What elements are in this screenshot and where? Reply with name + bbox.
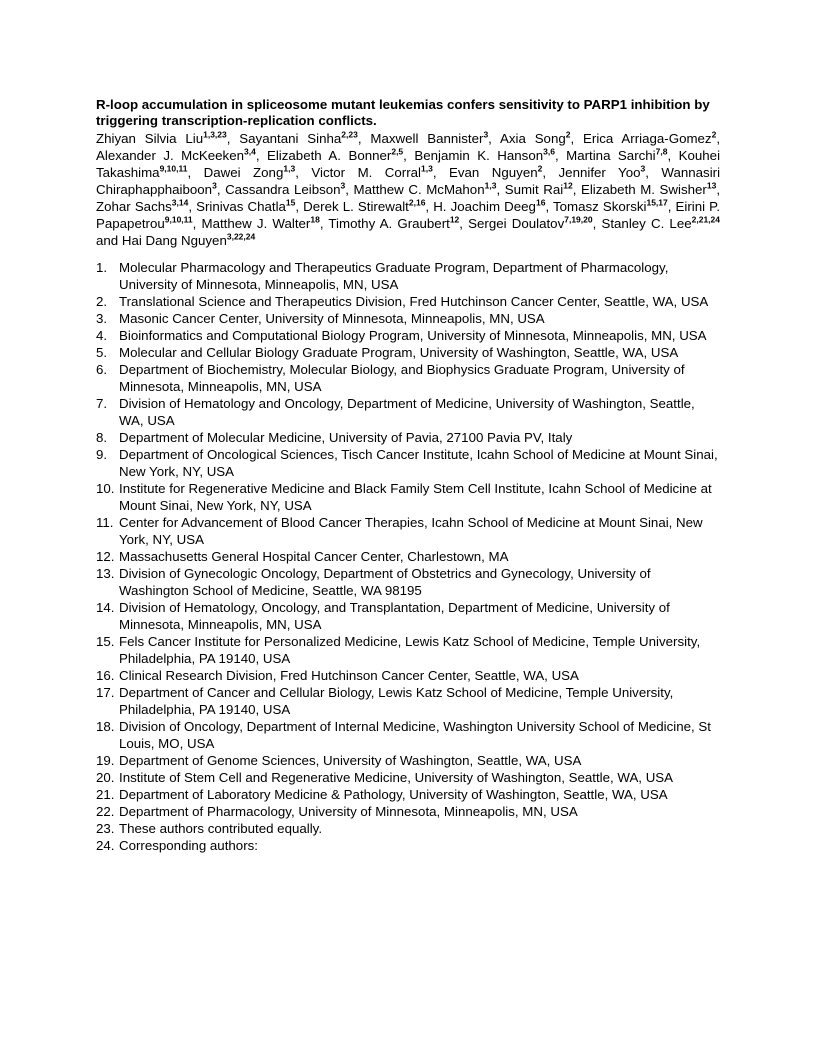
author-name: Cassandra Leibson [225, 181, 341, 197]
author-name: Evan Nguyen [449, 164, 538, 180]
author-name: Srinivas Chatla [196, 198, 286, 214]
affiliation-number: 5. [96, 344, 108, 360]
affiliation-number: 1. [96, 259, 108, 275]
affiliation-item [96, 820, 720, 837]
author-affiliation-marker: 1,3 [283, 163, 296, 174]
affiliation-text: Clinical Research Division, Fred Hutchinson Cancer Center, Seattle, WA, USA [119, 667, 579, 683]
affiliation-item [96, 599, 720, 633]
affiliation-text: Fels Cancer Institute for Personalized Medicine, Lewis Katz School of Medicine, Temple University, Philadelphia, PA 19140, USA [119, 633, 701, 666]
author-affiliation-marker: 3 [640, 163, 646, 174]
author-affiliation-marker: 2 [565, 129, 571, 140]
affiliation-text: Department of Oncological Sciences, Tisch Cancer Institute, Icahn School of Medicine at Mount Sinai, New York, NY, USA [119, 446, 718, 479]
author-affiliation-marker: 2,16 [408, 197, 426, 208]
author-affiliation-marker: 18 [310, 214, 320, 225]
affiliation-text: Department of Genome Sciences, University of Washington, Seattle, WA, USA [119, 752, 582, 768]
affiliation-text: Molecular and Cellular Biology Graduate Program, University of Washington, Seattle, WA, USA [119, 344, 679, 360]
affiliation-number: 22. [96, 803, 115, 819]
author-name: Erica Arriaga-Gomez [583, 130, 712, 146]
affiliation-item [96, 769, 720, 786]
author-name: Martina Sarchi [566, 147, 656, 163]
affiliation-item [96, 344, 720, 361]
author-name: Sayantani Sinha [239, 130, 342, 146]
affiliation-number: 17. [96, 684, 115, 700]
affiliation-text: Department of Biochemistry, Molecular Biology, and Biophysics Graduate Program, University of Minnesota, Minneapolis, MN, USA [119, 361, 685, 394]
affiliation-item [96, 548, 720, 565]
author-affiliation-marker: 12 [563, 180, 573, 191]
paper-title: R-loop accumulation in spliceosome mutant leukemias confers sensitivity to PARP1 inhibition by triggering transcription-replication conflicts. [96, 97, 710, 129]
affiliation-text: Division of Oncology, Department of Internal Medicine, Washington University School of Medicine, St Louis, MO, USA [119, 718, 711, 751]
affiliation-number: 24. [96, 837, 115, 853]
affiliation-number: 21. [96, 786, 115, 802]
affiliation-text: Center for Advancement of Blood Cancer Therapies, Icahn School of Medicine at Mount Sinai, New York, NY, USA [119, 514, 703, 547]
author-name: Axia Song [499, 130, 566, 146]
author-affiliation-marker: 2,21,24 [691, 214, 720, 225]
affiliation-text: Department of Pharmacology, University of Minnesota, Minneapolis, MN, USA [119, 803, 578, 819]
author-affiliation-marker: 1,3 [484, 180, 497, 191]
author-affiliation-marker: 7,8 [655, 146, 668, 157]
affiliation-item [96, 803, 720, 820]
author-name: Eirini P. Papapetrou [96, 198, 721, 231]
author-affiliation-marker: 2,23 [341, 129, 358, 140]
author-name: Sergei Doulatov [468, 215, 565, 231]
affiliation-item [96, 293, 720, 310]
author-affiliation-marker: 7,19,20 [564, 214, 593, 225]
author-name: Wannasiri Chiraphapphaiboon [96, 164, 721, 197]
author-affiliation-marker: 1,3,23 [203, 129, 227, 140]
affiliation-text: Corresponding authors: [119, 837, 258, 853]
author-affiliation-marker: 3 [340, 180, 346, 191]
affiliation-item [96, 310, 720, 327]
affiliation-item [96, 259, 720, 293]
author-affiliation-marker: 15,17 [646, 197, 668, 208]
author-affiliation-marker: 13 [706, 180, 717, 191]
author-name: Derek L. Stirewalt [303, 198, 409, 214]
author-name: Elizabeth A. Bonner [266, 147, 392, 163]
author-affiliation-marker: 9,10,11 [159, 163, 188, 174]
author-name: Matthew J. Walter [201, 215, 311, 231]
affiliation-item [96, 327, 720, 344]
author-name: Dawei Zong [203, 164, 284, 180]
author-affiliation-marker: 3,6 [543, 146, 555, 157]
affiliation-text: Institute of Stem Cell and Regenerative Medicine, University of Washington, Seattle, WA, USA [119, 769, 674, 785]
affiliation-text: Division of Gynecologic Oncology, Department of Obstetrics and Gynecology, University of Washington School of Medicine, Seattle, WA 98195 [119, 565, 651, 598]
affiliation-item [96, 684, 720, 718]
affiliation-item [96, 565, 720, 599]
affiliation-text: Institute for Regenerative Medicine and Black Family Stem Cell Institute, Icahn School of Medicine at Mount Sinai, New York, NY, USA [119, 480, 712, 513]
author-affiliation-marker: 12 [449, 214, 460, 225]
affiliation-item [96, 429, 720, 446]
affiliation-number: 14. [96, 599, 115, 615]
author-name: Maxwell Bannister [370, 130, 484, 146]
affiliation-text: Department of Laboratory Medicine & Pathology, University of Washington, Seattle, WA, USA [119, 786, 668, 802]
author-name: Kouhei Takashima [96, 147, 721, 180]
affiliation-item [96, 395, 720, 429]
author-affiliation-marker: 3,14 [171, 197, 189, 208]
affiliation-number: 12. [96, 548, 115, 564]
affiliation-item [96, 667, 720, 684]
author-name: Hai Dang Nguyen [121, 232, 227, 248]
affiliation-number: 13. [96, 565, 115, 581]
affiliation-number: 19. [96, 752, 115, 768]
author-name: Sumit Rai [504, 181, 564, 197]
author-affiliation-marker: 15 [285, 197, 296, 208]
affiliation-list [96, 259, 720, 854]
affiliation-text: Division of Hematology and Oncology, Department of Medicine, University of Washington, Seattle, WA, USA [119, 395, 695, 428]
author-affiliation-marker: 3,22,24 [226, 231, 256, 242]
affiliation-number: 23. [96, 820, 115, 836]
affiliation-text: These authors contributed equally. [119, 820, 323, 836]
author-name: Tomasz Skorski [552, 198, 647, 214]
author-affiliation-marker: 2,5 [391, 146, 404, 157]
author-name: Zohar Sachs [96, 198, 172, 214]
affiliation-text: Massachusetts General Hospital Cancer Center, Charlestown, MA [119, 548, 509, 564]
author-name: Alexander J. McKeeken [96, 147, 244, 163]
author-name: Victor M. Corral [311, 164, 422, 180]
author-name: Zhiyan Silvia Liu [96, 130, 204, 146]
affiliation-number: 8. [96, 429, 108, 445]
affiliation-item [96, 837, 720, 854]
author-name: Matthew C. McMahon [353, 181, 485, 197]
affiliation-item [96, 633, 720, 667]
author-affiliation-marker: 3 [483, 129, 489, 140]
affiliation-item [96, 361, 720, 395]
affiliation-text: Bioinformatics and Computational Biology Program, University of Minnesota, Minneapolis, MN, USA [119, 327, 707, 343]
author-affiliation-marker: 3,4 [243, 146, 256, 157]
author-name: H. Joachim Deeg [433, 198, 536, 214]
affiliation-number: 15. [96, 633, 115, 649]
affiliation-item [96, 446, 720, 480]
affiliation-item [96, 786, 720, 803]
affiliation-number: 2. [96, 293, 108, 309]
affiliation-text: Molecular Pharmacology and Therapeutics Graduate Program, Department of Pharmacology, University of Minnesota, Minneapolis, MN, USA [119, 259, 669, 292]
author-affiliation-marker: 16 [535, 197, 546, 208]
affiliation-text: Department of Molecular Medicine, University of Pavia, 27100 Pavia PV, Italy [119, 429, 573, 445]
affiliation-number: 3. [96, 310, 108, 326]
paper-front-matter [96, 97, 720, 854]
author-affiliation-marker: 2 [537, 163, 543, 174]
affiliation-item [96, 480, 720, 514]
affiliation-text: Translational Science and Therapeutics Division, Fred Hutchinson Cancer Center, Seattle, WA, USA [119, 293, 709, 309]
author-affiliation-marker: 2 [711, 129, 717, 140]
affiliation-number: 7. [96, 395, 108, 411]
affiliation-number: 18. [96, 718, 115, 734]
author-affiliation-marker: 1,3 [421, 163, 433, 174]
affiliation-item [96, 514, 720, 548]
affiliation-number: 4. [96, 327, 108, 343]
author-affiliation-marker: 3 [212, 180, 217, 191]
author-list: Zhiyan Silvia Liu$^{1,3,23}$, Sayantani Sinha$^{2,23}$, Maxwell Bannister$^3$, Axia Song$^2$, Erica Arriaga-Gomez$^2$, Alexander J. McKeeken$^{3,4}$, Elizabeth A. Bonner$^{2,5}$, Benjamin K. Hanson$^{3,6}$, Martina Sarchi$^{7,8}$, Kouhei Takashima$^{9,10,11}$, Dawei Zong$^{1,3}$, Victor M. Corral$^{1,3}$, Evan Nguyen$^2$, Jennifer Yoo$^3$, Wannasiri Chiraphapphaiboon$^3$, Cassandra Leibson$^3$, Matthew C. McMahon$^{1,3}$, Sumit Rai$^{12}$, Elizabeth M. Swisher$^{13}$, Zohar Sachs$^{3,14}$, Srinivas Chatla$^{15}$, Derek L. Stirewalt$^{2,16}$, H. Joachim Deeg$^{16}$, Tomasz Skorski$^{15,17}$, Eirini P. Papapetrou$^{9,10,11}$, Matthew J. Walter$^{18}$, Timothy A. Graubert$^{12}$, Sergei Doulatov$^{7,19,20}$, Stanley C. Lee$^{2,21,24}$ and Hai Dang Nguyen$^{3,22,24}$ [96, 129, 721, 248]
affiliation-number: 20. [96, 769, 115, 785]
author-name: Benjamin K. Hanson [414, 147, 544, 163]
author-name: Timothy A. Graubert [328, 215, 450, 231]
affiliation-number: 10. [96, 480, 115, 496]
affiliation-number: 9. [96, 446, 108, 462]
affiliation-text: Division of Hematology, Oncology, and Transplantation, Department of Medicine, University of Minnesota, Minneapolis, MN, USA [119, 599, 670, 632]
author-affiliation-marker: 9,10,11 [164, 214, 193, 225]
affiliation-item [96, 752, 720, 769]
affiliation-number: 11. [96, 514, 114, 530]
affiliation-item [96, 718, 720, 752]
affiliation-text: Masonic Cancer Center, University of Minnesota, Minneapolis, MN, USA [119, 310, 545, 326]
affiliation-number: 16. [96, 667, 115, 683]
author-name: Stanley C. Lee [601, 215, 692, 231]
affiliation-number: 6. [96, 361, 108, 377]
author-name: Jennifer Yoo [558, 164, 641, 180]
affiliation-text: Department of Cancer and Cellular Biology, Lewis Katz School of Medicine, Temple University, Philadelphia, PA 19140, USA [119, 684, 674, 717]
author-name: Elizabeth M. Swisher [580, 181, 707, 197]
